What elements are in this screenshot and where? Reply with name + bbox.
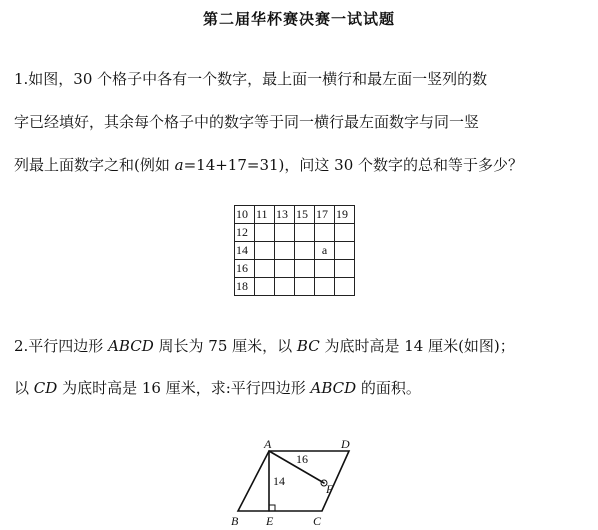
grid-cell bbox=[295, 278, 315, 296]
grid-cell: 11 bbox=[255, 206, 275, 224]
page-title: 第二届华杯赛决赛一试试题 bbox=[202, 10, 395, 28]
grid-cell: 18 bbox=[235, 278, 255, 296]
q2-line-2-part-a: 以 bbox=[14, 379, 34, 397]
label-c: C bbox=[313, 514, 322, 528]
right-angle-e bbox=[269, 505, 275, 511]
parallelogram-figure bbox=[228, 433, 363, 529]
q2-cd: CD bbox=[33, 379, 58, 397]
grid-cell bbox=[335, 260, 355, 278]
height-label-16: 16 bbox=[296, 452, 308, 466]
grid-row-2 bbox=[235, 242, 355, 260]
label-f: F bbox=[326, 482, 334, 496]
grid-cell bbox=[335, 224, 355, 242]
grid-cell: 12 bbox=[235, 224, 255, 242]
grid-row-3 bbox=[235, 260, 355, 278]
q2-line-1-part-b: 周长为 75 厘米，以 bbox=[153, 337, 297, 355]
grid-cell bbox=[255, 260, 275, 278]
label-a: A bbox=[264, 437, 272, 451]
grid-cell-a: a bbox=[315, 242, 335, 260]
grid-cell bbox=[295, 224, 315, 242]
q1-line-1: 1.如图，30 个格子中各有一个数字，最上面一横行和最左面一竖列的数 bbox=[14, 70, 488, 88]
number-grid bbox=[234, 205, 355, 296]
q2-line-1-part-a: 2.平行四边形 bbox=[14, 337, 109, 355]
grid-row-4 bbox=[235, 278, 355, 296]
q1-variable-a: a bbox=[174, 156, 184, 174]
parallelogram-abcd bbox=[238, 451, 349, 511]
height-label-14: 14 bbox=[273, 474, 285, 488]
q2-line-2-part-c: 的面积。 bbox=[356, 379, 421, 397]
grid-cell bbox=[335, 242, 355, 260]
grid-cell bbox=[275, 224, 295, 242]
q2-abcd-2: ABCD bbox=[310, 379, 357, 397]
grid-cell bbox=[295, 242, 315, 260]
q1-line-3 bbox=[14, 154, 523, 175]
q2-abcd-1: ABCD bbox=[108, 337, 154, 355]
grid-cell bbox=[315, 278, 335, 296]
grid-cell bbox=[275, 242, 295, 260]
q1-line-2: 字已经填好，其余每个格子中的数字等于同一横行最左面数字与同一竖 bbox=[14, 113, 480, 131]
grid-cell: 16 bbox=[235, 260, 255, 278]
label-e: E bbox=[266, 514, 274, 528]
grid-cell: 13 bbox=[275, 206, 295, 224]
grid-cell: 15 bbox=[295, 206, 315, 224]
grid-cell: 19 bbox=[335, 206, 355, 224]
grid-cell bbox=[315, 224, 335, 242]
grid-cell bbox=[255, 224, 275, 242]
q2-line-2-part-b: 为底时高是 16 厘米，求:平行四边形 bbox=[57, 379, 311, 397]
grid-cell: 14 bbox=[235, 242, 255, 260]
grid-cell: 10 bbox=[235, 206, 255, 224]
grid-cell: 17 bbox=[315, 206, 335, 224]
grid-cell bbox=[315, 260, 335, 278]
label-b: B bbox=[231, 514, 239, 528]
q1-line-3-part-b: =14+17=31)，问这 30 个数字的总和等于多少？ bbox=[183, 156, 524, 174]
grid-cell bbox=[335, 278, 355, 296]
q2-bc: BC bbox=[296, 337, 320, 355]
grid-cell bbox=[255, 242, 275, 260]
q2-line-1 bbox=[14, 335, 515, 356]
grid-cell bbox=[275, 278, 295, 296]
grid-cell bbox=[275, 260, 295, 278]
grid-row-0 bbox=[235, 206, 355, 224]
q2-line-2 bbox=[14, 377, 421, 398]
grid-row-1 bbox=[235, 224, 355, 242]
label-d: D bbox=[341, 437, 350, 451]
q1-line-3-part-a: 列最上面数字之和(例如 bbox=[14, 156, 175, 174]
q2-line-1-part-c: 为底时高是 14 厘米(如图)； bbox=[319, 337, 515, 355]
grid-cell bbox=[295, 260, 315, 278]
grid-cell bbox=[255, 278, 275, 296]
